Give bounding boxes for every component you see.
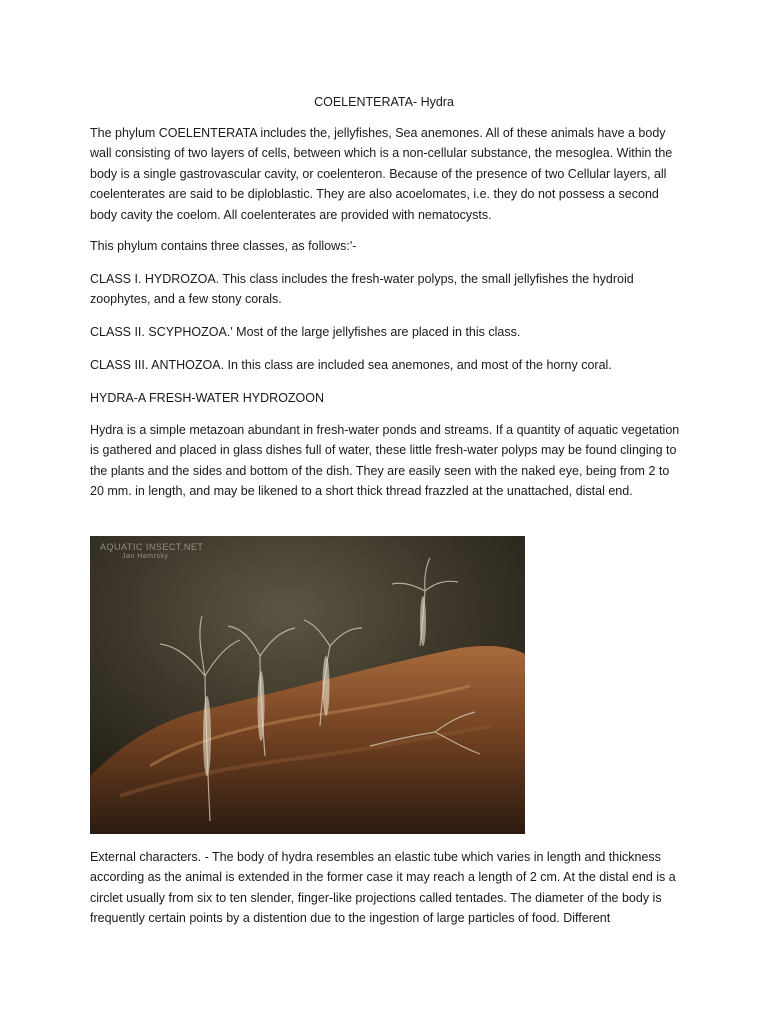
watermark-text: AQUATIC INSECT.NET [100, 542, 204, 552]
page-title: COELENTERATA- Hydra [314, 95, 454, 109]
hydra-paragraph: Hydra is a simple metazoan abundant in fresh-water ponds and streams. If a quantity of aquatic vegetation is gathered and placed in glass dishes full of water, these little fresh-water polyps may be found clinging to the plants and the sides and bottom of the dish. They are easily seen with the naked eye, being from 2 to 20 mm. in length, and may be likened to a short thick thread frazzled at the unattached, distal end. [90, 423, 680, 499]
intro-paragraph: The phylum COELENTERATA includes the, jellyfishes, Sea anemones. All of these animals have a body wall consisting of two layers of cells, between which is a non-cellular substance, the mesoglea. Within the body is a single gastrovascular cavity, or coelenteron. Because of the presence of two Cellular layers, all coelenterates are said to be diploblastic. They are also acoelomates, i.e. they do not possess a second body cavity the coelom. All coelenterates are provided with nematocysts. [90, 126, 673, 222]
hydra-photo [90, 536, 525, 834]
watermark-sub-text: Jan Hamrsky [122, 553, 169, 560]
section-heading: HYDRA-A FRESH-WATER HYDROZOON [90, 391, 325, 405]
photo-watermark [100, 542, 203, 562]
external-characters-paragraph: External characters. - The body of hydra resembles an elastic tube which varies in length and thickness according as the animal is extended in the former case it may reach a length of 2 cm. At the distal end is a circlet usually from six to ten slender, finger-like projections called tentades. The diameter of the body is frequently certain points by a distention due to the ingestion of large particles of food. Different [90, 850, 676, 926]
class1-paragraph: CLASS I. HYDROZOA. This class includes the fresh-water polyps, the small jellyfishes the hydroid zoophytes, and a few stony corals. [90, 272, 634, 307]
classes-intro-paragraph: This phylum contains three classes, as follows:'- [90, 239, 357, 253]
class2-paragraph: CLASS II. SCYPHOZOA.' Most of the large jellyfishes are placed in this class. [90, 325, 521, 339]
class3-paragraph: CLASS III. ANTHOZOA. In this class are included sea anemones, and most of the horny coral. [90, 358, 612, 372]
